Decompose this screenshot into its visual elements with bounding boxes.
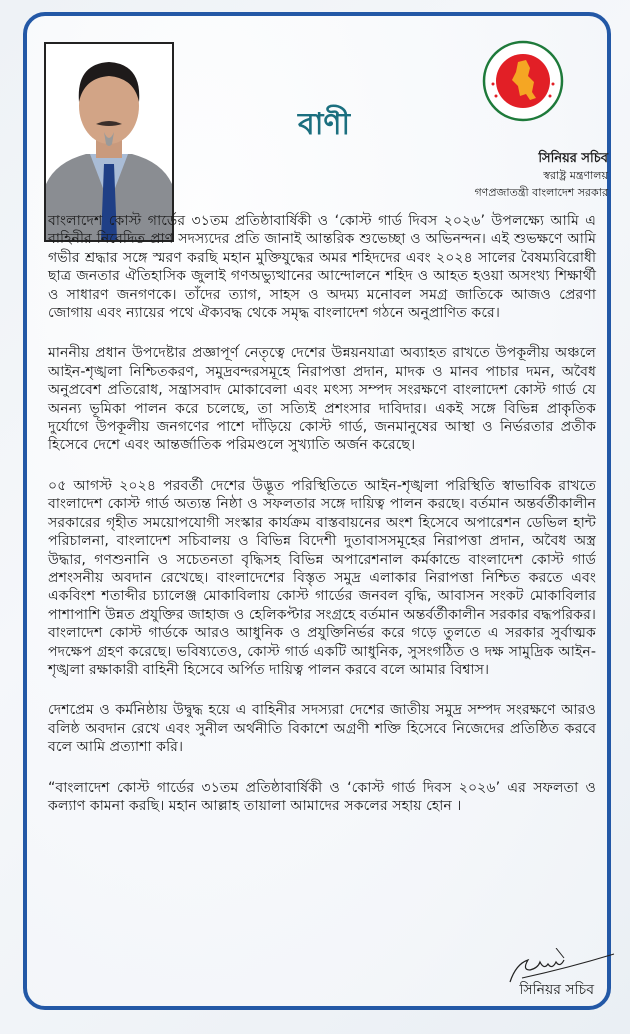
government-seal-icon: [482, 40, 564, 122]
signatory-ministry: স্বরাষ্ট্র মন্ত্রণালয়: [543, 169, 608, 182]
signatory-government: গণপ্রজাতন্ত্রী বাংলাদেশ সরকার: [474, 186, 608, 199]
message-body: [48, 212, 596, 837]
portrait-icon: [46, 44, 172, 240]
message-paragraph: মাননীয় প্রধান উপদেষ্টার প্রজ্ঞাপূর্ণ নেতৃত্বে দেশের উন্নয়নযাত্রা অব্যাহত রাখতে উপকূলীয় অঞ্চলে আইন-শৃঙ্খলা নিশ্চিতকরণ, সমুদ্রবন্দরসমূহে নিরাপত্তা প্রদান, মাদক ও মানব পাচার দমন, অবৈধ অনুপ্রবেশ প্রতিরোধ, সন্ত্রাসবাদ মোকাবেলা এবং মৎস্য সম্পদ সংরক্ষণে বাংলাদেশ কোস্ট গার্ড যে অনন্য ভূমিকা পালন করে চলেছে, তা সত্যিই প্রশংসার দাবিদার। একই সঙ্গে বিভিন্ন প্রাকৃতিক দুর্যোগে উপকূলীয় জনগণের পাশে দাঁড়িয়ে কোস্ট গার্ড, জনমানুষের আস্থা ও নির্ভরতার প্রতীক হিসেবে দেশে এবং আন্তর্জাতিক পরিমণ্ডলে সুখ্যাতি অর্জন করেছে।: [48, 345, 596, 454]
signatory-label: সিনিয়র সচিব: [519, 982, 594, 998]
signatory-designation: সিনিয়র সচিব: [538, 151, 608, 166]
message-paragraph: ০৫ আগস্ট ২০২৪ পরবর্তী দেশের উদ্ভূত পরিস্থিতিতে আইন-শৃঙ্খলা পরিস্থিতি স্বাভাবিক রাখতে বাংলাদেশ কোস্ট গার্ড অত্যন্ত নিষ্ঠা ও সফলতার সঙ্গে দায়িত্ব পালন করছে। বর্তমান অন্তর্বর্তীকালীন সরকারের গৃহীত সময়োপযোগী সংস্কার কার্যক্রম বাস্তবায়নের অংশ হিসেবে অপারেশন ডেভিল হান্ট পরিচালনা, বাংলাদেশ সচিবালয় ও বিভিন্ন বিদেশী দুতাবাসসমূহের নিরাপত্তা প্রদান, অবৈধ অস্ত্র উদ্ধার, গণশুনানি ও সচেতনতা বৃদ্ধিসহ বিভিন্ন অপারেশনাল কর্মকান্ডে বাংলাদেশ কোস্ট গার্ড প্রশংসনীয় অবদান রেখেছে। বাংলাদেশের বিস্তৃত সমুদ্র এলাকার নিরাপত্তা নিশ্চিত করতে এবং একবিংশ শতাব্দীর চ্যালেঞ্জ মোকাবিলায় কোস্ট গার্ডের জনবল বৃদ্ধি, আবাসন সংকট মোকাবিলার পাশাপাশি উন্নত প্রযুক্তির জাহাজ ও হেলিকপ্টার সংগ্রহে বর্তমান অন্তর্বর্তীকালীন সরকার বদ্ধপরিকর। বাংলাদেশ কোস্ট গার্ডকে আরও আধুনিক ও প্রযুক্তিনির্ভর করে গড়ে তুলতে এ সরকার সুর্বাত্মক পদক্ষেপ গ্রহণ করেছে। ভবিষ্যতেও, কোস্ট গার্ড একটি আধুনিক, সুসংগঠিত ও দক্ষ সামুদ্রিক আইন-শৃঙ্খলা রক্ষাকারী বাহিনী হিসেবে অর্পিত দায়িত্ব পালন করবে বলে আমার বিশ্বাস।: [48, 477, 596, 678]
page-title: বাণী: [298, 107, 351, 142]
message-paragraph: “বাংলাদেশ কোস্ট গার্ডের ৩১তম প্রতিষ্ঠাবার্ষিকী ও ‘কোস্ট গার্ড দিবস ২০২৬’ এর সফলতা ও কল্যাণ কামনা করছি। মহান আল্লাহ তায়ালা আমাদের সকলের সহায় হোন ।: [48, 779, 596, 814]
signatory-block: [474, 150, 608, 201]
message-paragraph: দেশপ্রেম ও কর্মনিষ্ঠায় উদ্বুদ্ধ হয়ে এ বাহিনীর সদস্যরা দেশের জাতীয় সমুদ্র সম্পদ সংরক্ষণে আরও বলিষ্ঠ অবদান রেখে এবং সুনীল অর্থনীতি বিকাশে অগ্রণী শক্তি হিসেবে নিজেদের প্রতিষ্ঠিত করবে বলে আমি প্রত্যাশা করি।: [48, 702, 596, 756]
message-paragraph: বাংলাদেশ কোস্ট গার্ডের ৩১তম প্রতিষ্ঠাবার্ষিকী ও ‘কোস্ট গার্ড দিবস ২০২৬’ উপলক্ষ্যে আমি এ বাহিনীর নিবেদিত প্রাণ সদস্যদের প্রতি জানাই আন্তরিক শুভেচ্ছা ও অভিনন্দন। এই শুভক্ষণে আমি গভীর শ্রদ্ধার সঙ্গে স্মরণ করছি মহান মুক্তিযুদ্ধের অমর শহিদদের এবং ২০২৪ সালের বৈষম্যবিরোধী ছাত্র জনতার ঐতিহাসিক জুলাই গণঅভ্যুত্থানের আন্দোলনে শহিদ ও আহত হওয়া অসংখ্য শিক্ষার্থী ও সাধারণ জনগণকে। তাঁদের ত্যাগ, সাহস ও অদম্য মনোবল সমগ্র জাতিকে আজও প্রেরণা জোগায় এবং ন্যায়ের পথে ঐক্যবদ্ধ থেকে সমৃদ্ধ বাংলাদেশ গঠনে অনুপ্রাণিত করে।: [48, 213, 596, 322]
